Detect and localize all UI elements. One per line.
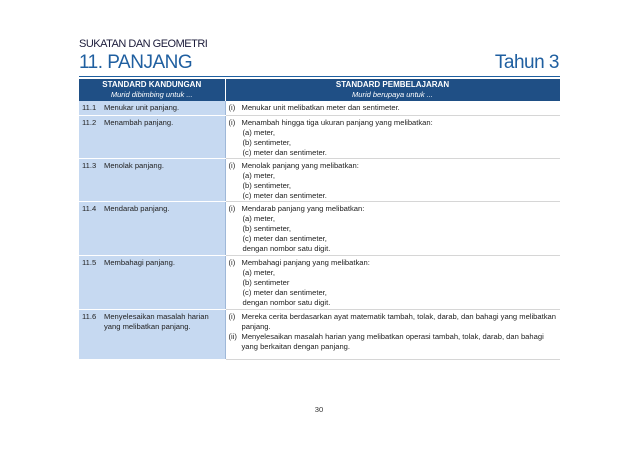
item-numeral: (i)	[228, 311, 236, 321]
standard-kandungan-cell	[79, 309, 225, 359]
learning-item	[229, 204, 557, 254]
table-row	[79, 309, 560, 359]
item-subpoint: (c) meter dan sentimeter.	[242, 147, 327, 157]
standard-pembelajaran-cell	[225, 255, 560, 309]
section-subtitle: SUKATAN DAN GEOMETRI	[79, 38, 208, 50]
page-title: 11. PANJANG	[79, 52, 193, 73]
item-subpoint: (b) sentimeter	[242, 277, 290, 287]
standard-number: 11.3	[82, 160, 97, 170]
learning-item	[229, 312, 557, 332]
standard-pembelajaran-cell	[225, 309, 560, 359]
col-header-standard-kandungan: STANDARD KANDUNGAN	[79, 79, 225, 90]
standard-number: 11.1	[82, 103, 97, 112]
curriculum-table	[79, 79, 561, 360]
learning-item	[229, 258, 557, 308]
item-subpoint: (a) meter,	[242, 267, 275, 277]
item-text: Menambah hingga tiga ukuran panjang yang melibatkan:	[241, 117, 433, 127]
standard-pembelajaran-cell	[225, 115, 560, 158]
item-subpoint: (c) meter dan sentimeter,	[242, 287, 327, 297]
col-header-standard-pembelajaran: STANDARD PEMBELAJARAN	[225, 79, 560, 90]
standard-kandungan-cell	[79, 158, 225, 201]
item-subpoint: (b) sentimeter,	[242, 223, 292, 233]
header-rule	[79, 76, 560, 77]
item-text: Menolak panjang yang melibatkan:	[241, 160, 359, 170]
item-numeral: (ii)	[228, 331, 237, 341]
item-numeral: (i)	[228, 203, 236, 213]
standard-kandungan-cell	[79, 201, 225, 255]
item-subpoint: (a) meter,	[242, 170, 275, 180]
learning-item	[229, 103, 557, 113]
table-row	[79, 115, 560, 158]
page-number: 30	[314, 405, 324, 414]
item-subpoint: dengan nombor satu digit.	[242, 243, 331, 253]
item-text: Menukar unit melibatkan meter dan sentimeter.	[241, 103, 400, 112]
year-label: Tahun 3	[494, 52, 559, 73]
standard-text: Mendarab panjang.	[104, 203, 170, 213]
standard-text: Membahagi panjang.	[104, 257, 175, 267]
table-row	[79, 201, 560, 255]
standard-number: 11.4	[82, 203, 97, 213]
standard-number: 11.2	[82, 117, 97, 127]
table-row	[79, 255, 560, 309]
item-subpoint: (b) sentimeter,	[242, 180, 292, 190]
item-text: Mereka cerita berdasarkan ayat matematik tambah, tolak, darab, dan bahagi yang melibatkan panjang.	[241, 311, 556, 331]
item-numeral: (i)	[228, 257, 236, 267]
standard-text: Menambah panjang.	[104, 117, 174, 127]
standard-kandungan-cell	[79, 255, 225, 309]
item-text: Menyelesaikan masalah harian yang melibatkan operasi tambah, tolak, darab, dan bahagi yang berkaitan dengan panjang.	[241, 331, 544, 351]
item-subpoint: (a) meter,	[242, 127, 275, 137]
item-subpoint: (a) meter,	[242, 213, 275, 223]
learning-item	[229, 118, 557, 158]
standard-number: 11.6	[82, 311, 97, 321]
standard-kandungan-cell	[79, 101, 225, 115]
item-subpoint: (c) meter dan sentimeter.	[242, 190, 327, 200]
table-row	[79, 158, 560, 201]
learning-item	[229, 332, 557, 352]
standard-text: Menukar unit panjang.	[104, 103, 180, 112]
standard-pembelajaran-cell	[225, 201, 560, 255]
standard-number: 11.5	[82, 257, 97, 267]
standard-kandungan-cell	[79, 115, 225, 158]
table-body	[79, 101, 560, 359]
standard-pembelajaran-cell	[225, 101, 560, 115]
item-text: Membahagi panjang yang melibatkan:	[241, 257, 370, 267]
col-subheader-pembelajaran: Murid berupaya untuk ...	[225, 90, 560, 101]
item-subpoint: (c) meter dan sentimeter,	[242, 233, 327, 243]
item-numeral: (i)	[228, 117, 236, 127]
item-numeral: (i)	[228, 103, 236, 112]
table-row	[79, 101, 560, 115]
item-text: Mendarab panjang yang melibatkan:	[241, 203, 365, 213]
standard-text: Menolak panjang.	[104, 160, 164, 170]
col-subheader-kandungan: Murid dibimbing untuk ...	[79, 90, 225, 101]
item-numeral: (i)	[228, 160, 236, 170]
standard-text: Menyelesaikan masalah harian yang melibatkan panjang.	[104, 311, 209, 331]
learning-item	[229, 161, 557, 201]
item-subpoint: (b) sentimeter,	[242, 137, 292, 147]
standard-pembelajaran-cell	[225, 158, 560, 201]
item-subpoint: dengan nombor satu digit.	[242, 297, 331, 307]
